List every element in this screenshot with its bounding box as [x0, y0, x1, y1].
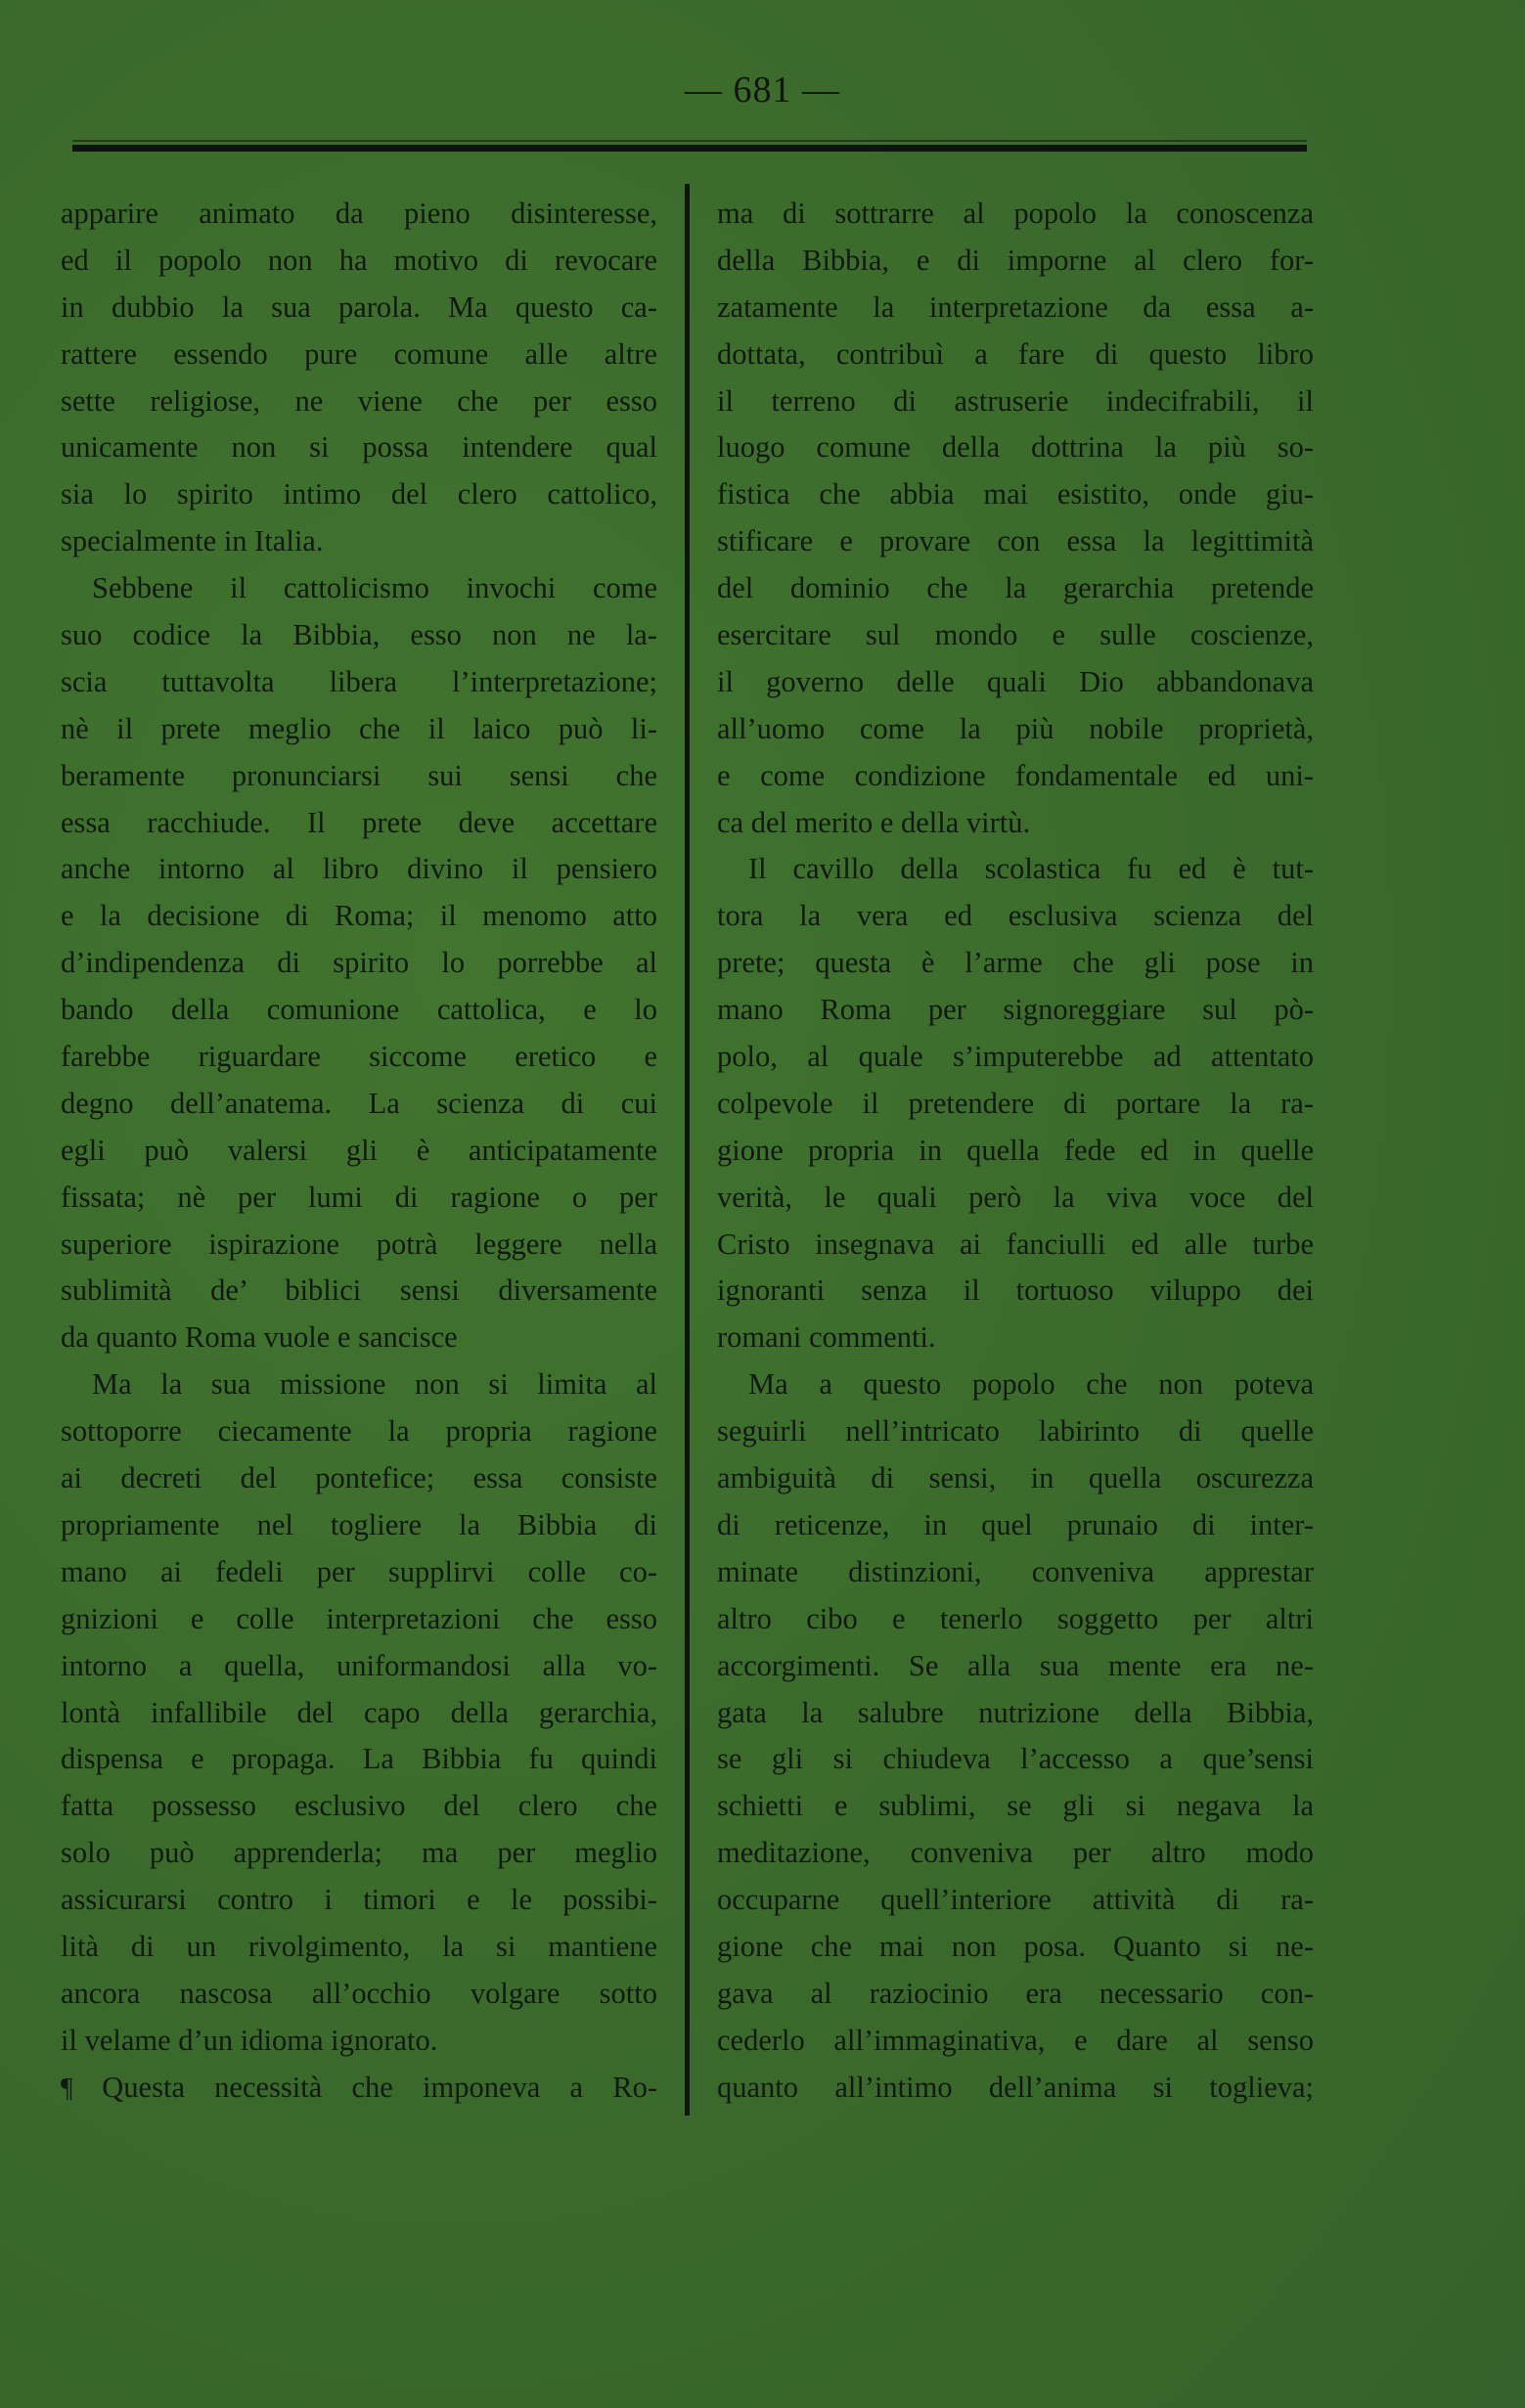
text-line: sottoporre ciecamente la propria ragione	[61, 1414, 657, 1449]
text-line: gava al raziocinio era necessario con-	[717, 1976, 1314, 2010]
text-line: di reticenze, in quel prunaio di inter-	[717, 1507, 1314, 1541]
text-line: nè il prete meglio che il laico può li-	[61, 711, 657, 745]
text-line: Sebbene il cattolicismo invochi come	[92, 571, 657, 605]
text-line: in dubbio la sua parola. Ma questo ca-	[61, 290, 657, 324]
text-line: scia tuttavolta libera l’interpretazione;	[61, 664, 657, 698]
text-line: meditazione, conveniva per altro modo	[717, 1836, 1314, 1870]
text-line: lontà infallibile del capo della gerarchia,	[61, 1695, 657, 1729]
text-line: solo può apprenderla; ma per meglio	[61, 1836, 657, 1870]
text-line: fatta possesso esclusivo del clero che	[61, 1789, 657, 1823]
text-line: gione propria in quella fede ed in quelle	[717, 1133, 1314, 1167]
text-line: ¶ Questa necessità che imponeva a Ro-	[61, 2070, 658, 2104]
text-line: polo, al quale s’imputerebbe ad attentato	[717, 1040, 1314, 1074]
text-line: dottata, contribuì a fare di questo libro	[717, 336, 1314, 371]
text-line: ignoranti senza il tortuoso viluppo dei	[717, 1273, 1314, 1308]
text-line: assicurarsi contro i timori e le possibi-	[61, 1883, 657, 1917]
text-line: esercitare sul mondo e sulle coscienze,	[717, 618, 1314, 652]
text-line: d’indipendenza di spirito lo porrebbe al	[61, 946, 657, 980]
header-rule	[72, 145, 1307, 152]
text-line: suo codice la Bibbia, esso non ne la-	[61, 618, 657, 652]
text-line: verità, le quali però la viva voce del	[717, 1180, 1314, 1214]
text-line: degno dell’anatema. La scienza di cui	[61, 1086, 657, 1120]
text-line: ambiguità di sensi, in quella oscurezza	[717, 1461, 1314, 1495]
text-line: se gli si chiudeva l’accesso a que’sensi	[717, 1742, 1314, 1776]
text-line: intorno a quella, uniformandosi alla vo-	[61, 1648, 657, 1682]
right-column	[717, 191, 1314, 2112]
text-line: farebbe riguardare siccome eretico e	[61, 1040, 657, 1074]
left-column	[61, 191, 657, 2112]
text-line: ca del merito e della virtù.	[717, 805, 1031, 839]
column-divider	[685, 184, 690, 2116]
text-line: fissata; nè per lumi di ragione o per	[61, 1180, 657, 1214]
text-line: quanto all’intimo dell’anima si toglieva;	[717, 2070, 1314, 2104]
text-line: apparire animato da pieno disinteresse,	[61, 197, 657, 230]
text-line: all’uomo come la più nobile proprietà,	[717, 711, 1314, 745]
text-line: seguirli nell’intricato labirinto di quelle	[717, 1414, 1314, 1449]
text-line: accorgimenti. Se alla sua mente era ne-	[717, 1648, 1314, 1682]
text-line: Ma la sua missione non si limita al	[92, 1367, 657, 1402]
text-line: gata la salubre nutrizione della Bibbia,	[717, 1695, 1314, 1729]
text-line: anche intorno al libro divino il pensiero	[61, 852, 657, 886]
text-line: sublimità de’ biblici sensi diversamente	[61, 1273, 657, 1308]
text-line: ai decreti del pontefice; essa consiste	[61, 1461, 657, 1495]
text-line: della Bibbia, e di imporne al clero for-	[717, 243, 1314, 277]
text-line: ed il popolo non ha motivo di revocare	[61, 243, 657, 277]
text-line: egli può valersi gli è anticipatamente	[61, 1133, 657, 1167]
text-line: Ma a questo popolo che non poteva	[748, 1367, 1314, 1402]
text-line: Il cavillo della scolastica fu ed è tut-	[748, 852, 1314, 886]
text-line: mano Roma per signoreggiare sul pò-	[717, 993, 1314, 1027]
text-line: fistica che abbia mai esistito, onde giu-	[717, 477, 1314, 512]
text-line: schietti e sublimi, se gli si negava la	[717, 1789, 1314, 1823]
text-line: zatamente la interpretazione da essa a-	[717, 290, 1314, 324]
text-line: luogo comune della dottrina la più so-	[717, 430, 1314, 465]
text-line: del dominio che la gerarchia pretende	[717, 571, 1314, 605]
text-line: rattere essendo pure comune alle altre	[61, 336, 657, 371]
text-line: dispensa e propaga. La Bibbia fu quindi	[61, 1742, 657, 1776]
text-line: colpevole il pretendere di portare la ra-	[717, 1086, 1314, 1120]
text-line: e come condizione fondamentale ed uni-	[717, 758, 1314, 792]
text-line: il velame d’un idioma ignorato.	[61, 2023, 438, 2057]
text-line: beramente pronunciarsi sui sensi che	[61, 758, 657, 792]
text-line: gnizioni e colle interpretazioni che esso	[61, 1601, 657, 1635]
text-line: e la decisione di Roma; il menomo atto	[61, 899, 657, 933]
text-line: essa racchiude. Il prete deve accettare	[61, 805, 657, 839]
text-line: prete; questa è l’arme che gli pose in	[717, 946, 1314, 980]
text-line: il terreno di astruserie indecifrabili, il	[717, 383, 1314, 418]
text-line: gione che mai non posa. Quanto si ne-	[717, 1929, 1314, 1963]
text-line: cederlo all’immaginativa, e dare al senso	[717, 2023, 1314, 2057]
text-line: romani commenti.	[717, 1320, 936, 1355]
text-line: ancora nascosa all’occhio volgare sotto	[61, 1976, 657, 2010]
text-line: mano ai fedeli per supplirvi colle co-	[61, 1554, 657, 1588]
text-line: altro cibo e tenerlo soggetto per altri	[717, 1601, 1314, 1635]
page-number: — 681 —	[685, 69, 840, 111]
text-line: tora la vera ed esclusiva scienza del	[717, 899, 1314, 933]
text-line: da quanto Roma vuole e sancisce	[61, 1320, 458, 1355]
text-line: Cristo insegnava ai fanciulli ed alle turbe	[717, 1226, 1314, 1261]
text-line: il governo delle quali Dio abbandonava	[717, 664, 1314, 698]
text-line: unicamente non si possa intendere qual	[61, 430, 657, 465]
text-line: sette religiose, ne viene che per esso	[61, 383, 657, 418]
text-line: ma di sottrarre al popolo la conoscenza	[717, 197, 1314, 230]
header-rule-thin	[72, 140, 1307, 142]
text-line: bando della comunione cattolica, e lo	[61, 993, 657, 1027]
text-line: stificare e provare con essa la legittimità	[717, 524, 1314, 558]
text-line: specialmente in Italia.	[61, 524, 324, 558]
text-line: propriamente nel togliere la Bibbia di	[61, 1507, 657, 1541]
pilcrow-icon: ¶	[61, 2073, 103, 2104]
text-line: minate distinzioni, conveniva apprestar	[717, 1554, 1314, 1588]
text-line: occuparne quell’interiore attività di ra-	[717, 1883, 1314, 1917]
text-line: lità di un rivolgimento, la si mantiene	[61, 1929, 657, 1963]
text-line: superiore ispirazione potrà leggere nella	[61, 1226, 657, 1261]
text-line: sia lo spirito intimo del clero cattolico,	[61, 477, 657, 512]
